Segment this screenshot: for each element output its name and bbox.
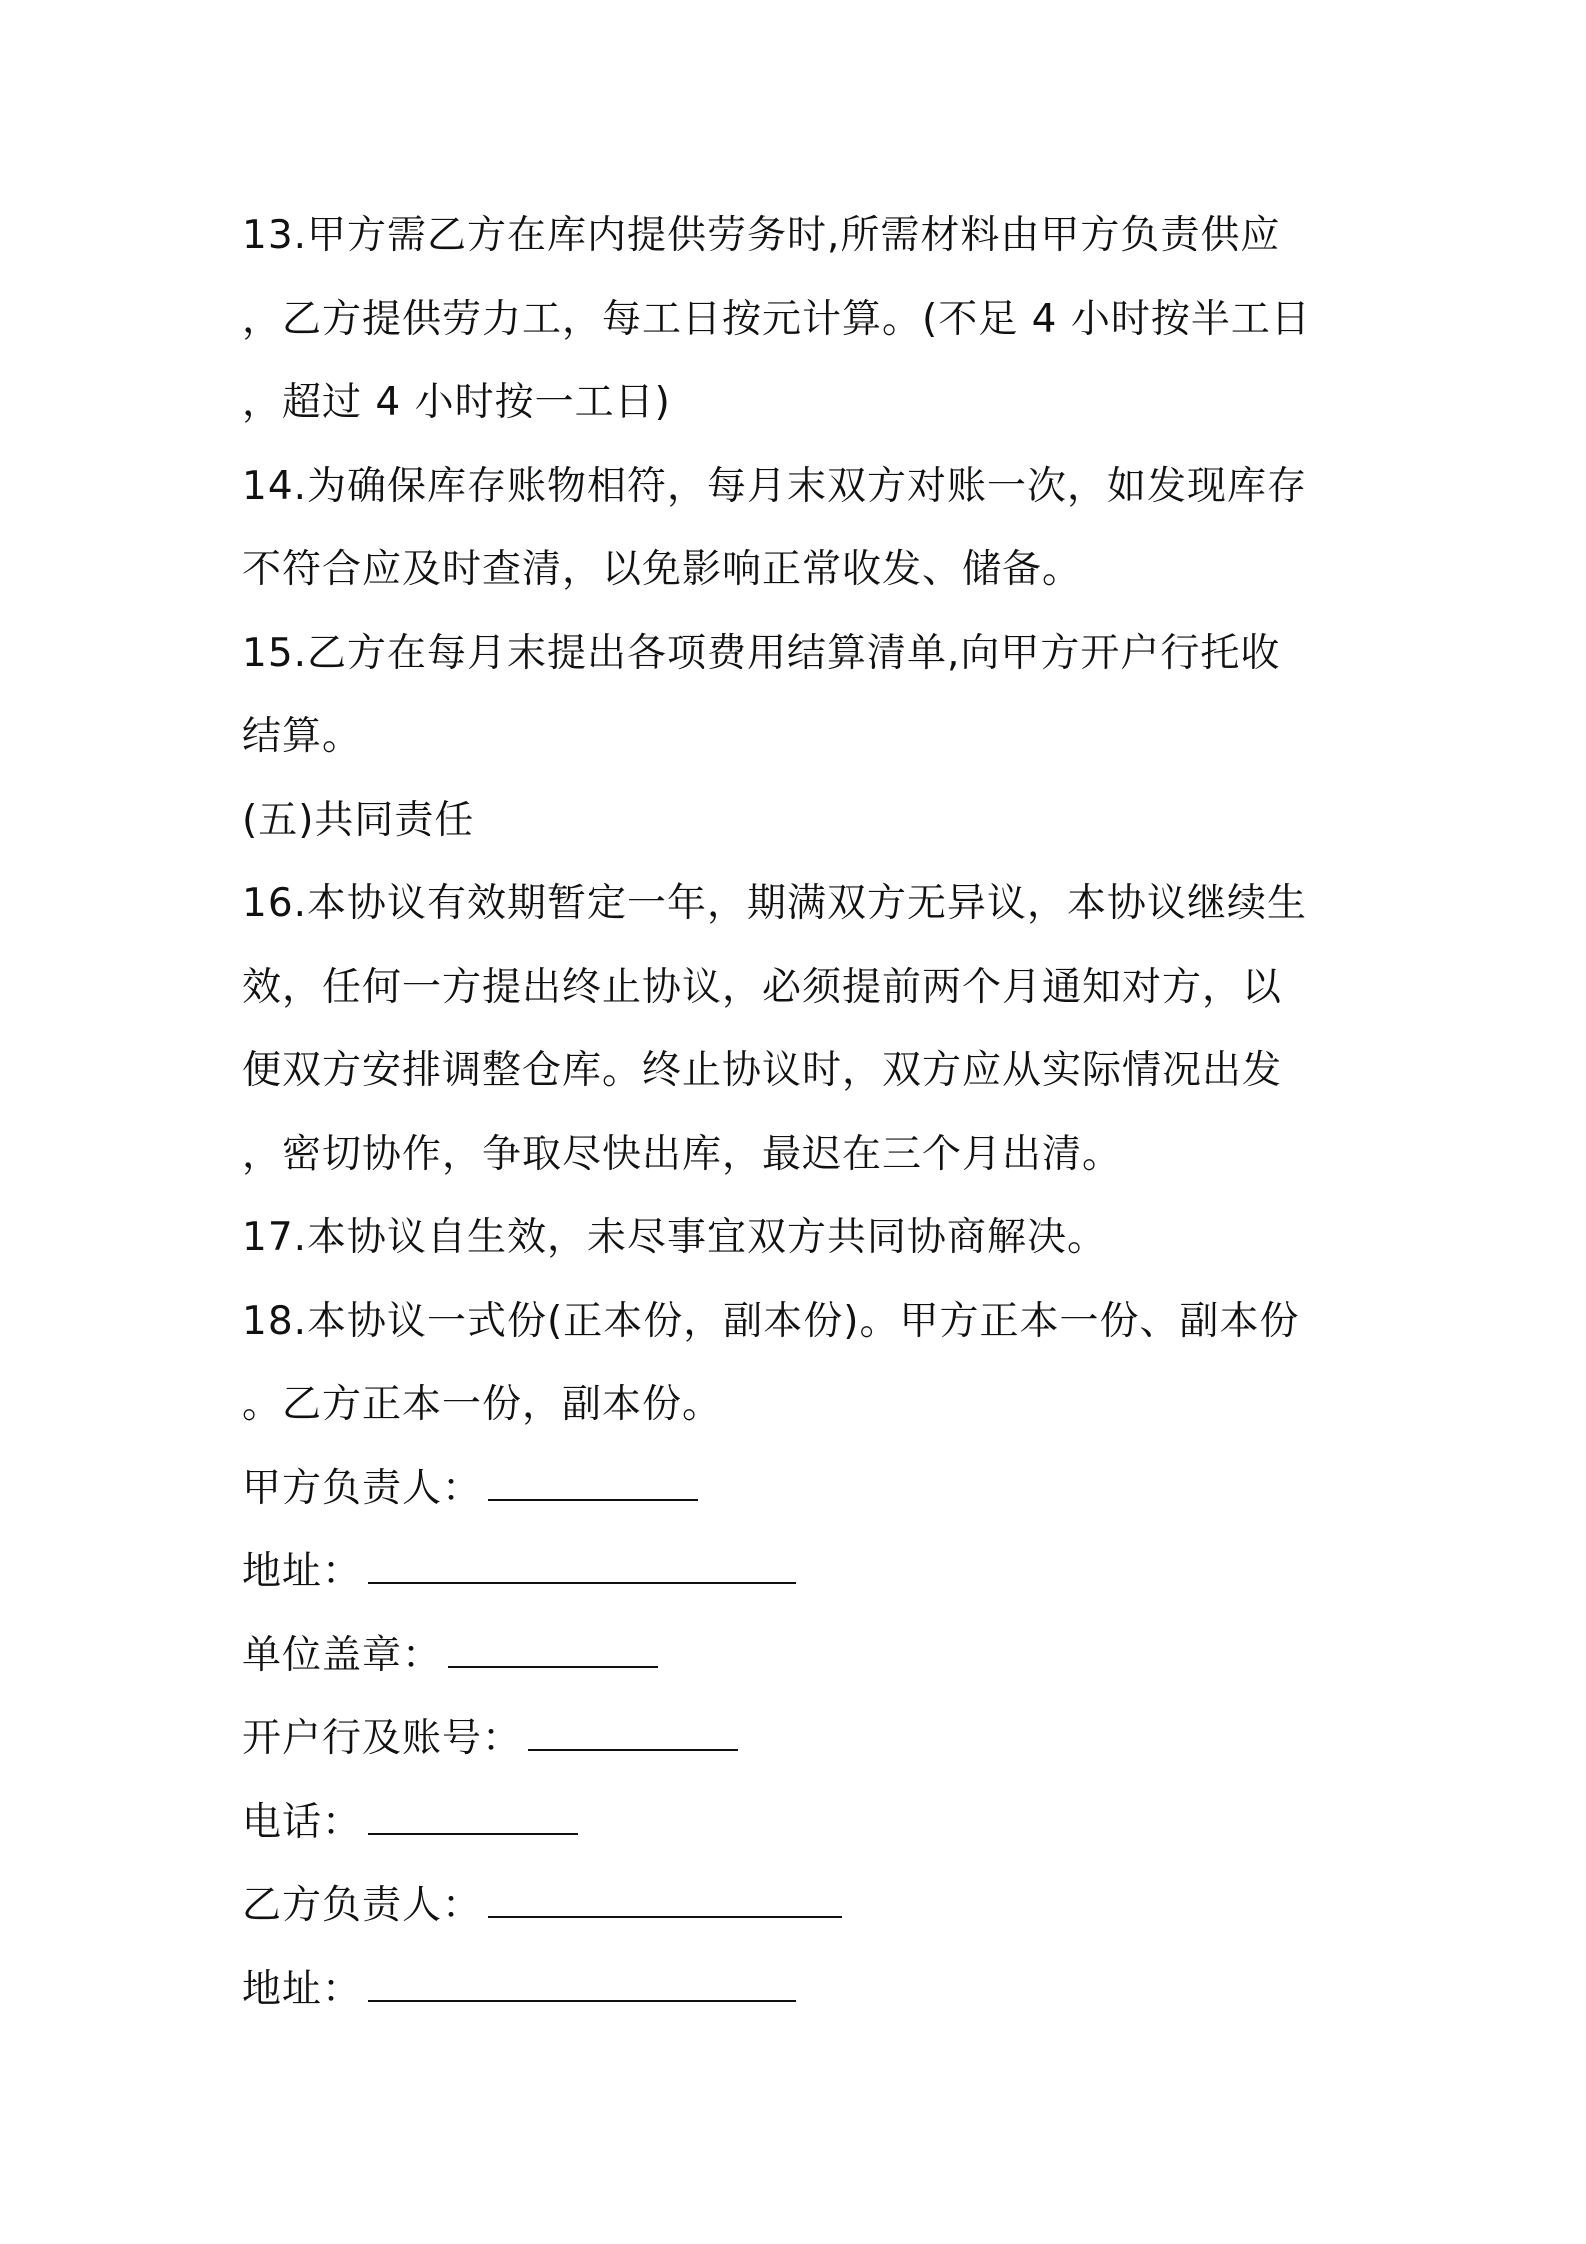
party-b-address-field	[242, 1948, 1352, 2032]
text-line: ，乙方提供劳力工，每工日按元计算。(不足 4 小时按半工日	[242, 296, 1311, 342]
text-line: 结算。	[242, 714, 363, 759]
text-line: 17.本协议自生效，未尽事宜双方共同协商解决。	[242, 1215, 1108, 1260]
blank-line	[488, 1469, 698, 1501]
section-heading: (五)共同责任	[242, 797, 475, 843]
field-label: 地址：	[242, 1549, 363, 1594]
field-label: 单位盖章：	[242, 1632, 443, 1678]
text-line: ，超过 4 小时按一工日)	[242, 380, 671, 425]
text-line: ，密切协作，争取尽快出库，最迟在三个月出清。	[242, 1131, 1123, 1177]
party-a-address-field	[242, 1530, 1352, 1614]
field-label: 乙方负责人：	[242, 1883, 483, 1928]
blank-line	[368, 1552, 796, 1584]
blank-line	[488, 1886, 842, 1918]
text-line: 效，任何一方提出终止协议，必须提前两个月通知对方，以	[242, 964, 1283, 1010]
party-b-contact-field	[242, 1864, 1352, 1948]
blank-line	[368, 1970, 796, 2002]
text-line: 。乙方正本一份，副本份。	[242, 1382, 723, 1427]
text-line: 16.本协议有效期暂定一年，期满双方无异议，本协议继续生	[242, 881, 1308, 926]
field-label: 甲方负责人：	[242, 1465, 483, 1511]
field-label: 地址：	[242, 1966, 363, 2012]
phone-field	[242, 1781, 1352, 1865]
text-line: 18.本协议一式份(正本份，副本份)。甲方正本一份、副本份	[242, 1298, 1300, 1344]
document-page	[242, 194, 1352, 2031]
blank-line	[528, 1719, 738, 1751]
blank-line	[448, 1636, 658, 1668]
bank-account-field	[242, 1697, 1352, 1781]
field-label: 电话：	[242, 1799, 363, 1845]
blank-line	[368, 1803, 578, 1835]
text-line: 14.为确保库存账物相符，每月末双方对账一次，如发现库存	[242, 463, 1308, 509]
text-line: 13.甲方需乙方在库内提供劳务时,所需材料由甲方负责供应	[242, 213, 1281, 258]
company-seal-field	[242, 1614, 1352, 1698]
text-line: 便双方安排调整仓库。终止协议时，双方应从实际情况出发	[242, 1048, 1283, 1093]
field-label: 开户行及账号：	[242, 1716, 523, 1761]
party-a-contact-field	[242, 1447, 1352, 1531]
text-line: 不符合应及时查清，以免影响正常收发、储备。	[242, 547, 1083, 592]
text-line: 15.乙方在每月末提出各项费用结算清单,向甲方开户行托收	[242, 630, 1281, 676]
